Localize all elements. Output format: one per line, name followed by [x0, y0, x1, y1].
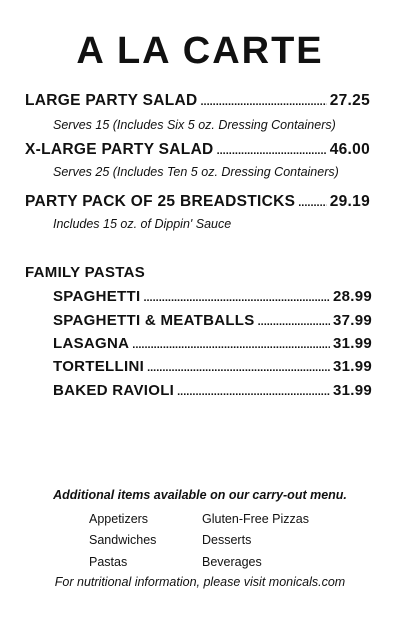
item-price: 31.99 [332, 335, 372, 352]
item-name: SPAGHETTI & MEATBALLS [53, 312, 255, 329]
item-name: TORTELLINI [53, 358, 145, 375]
item-name: LARGE PARTY SALAD [25, 92, 198, 109]
carryout-item: Desserts [202, 533, 252, 547]
page-title: A LA CARTE [76, 30, 324, 72]
menu-item-lasagna [53, 335, 372, 352]
menu-item-spaghetti-meatballs [53, 312, 372, 329]
dot-leader [177, 386, 330, 398]
menu-item-baked-ravioli [53, 382, 372, 399]
dot-leader [143, 292, 330, 304]
carryout-item: Sandwiches [89, 533, 157, 547]
item-note: Serves 15 (Includes Six 5 oz. Dressing Containers) [53, 118, 336, 132]
item-price: 29.19 [329, 193, 370, 210]
carryout-heading: Additional items available on our carry-out menu. [53, 488, 347, 502]
item-price: 28.99 [332, 288, 372, 305]
dot-leader [258, 316, 330, 328]
dot-leader [200, 96, 326, 108]
carryout-item: Pastas [89, 555, 128, 569]
menu-item-xlarge-party-salad [25, 141, 370, 159]
carryout-item: Beverages [202, 555, 262, 569]
item-price: 27.25 [329, 92, 370, 109]
dot-leader [132, 339, 330, 351]
item-note: Serves 25 (Includes Ten 5 oz. Dressing Containers) [53, 165, 339, 179]
item-price: 31.99 [332, 358, 372, 375]
item-name: SPAGHETTI [53, 288, 141, 305]
nutrition-note: For nutritional information, please visit monicals.com [54, 575, 346, 589]
dot-leader [217, 145, 327, 157]
item-price: 37.99 [332, 312, 372, 329]
dot-leader [147, 362, 330, 374]
item-name: LASAGNA [53, 335, 130, 352]
menu-item-tortellini [53, 358, 372, 375]
item-note: Includes 15 oz. of Dippin' Sauce [53, 217, 232, 231]
section-heading-family-pastas: FAMILY PASTAS [25, 264, 146, 281]
dot-leader [298, 197, 326, 209]
carryout-item: Appetizers [89, 512, 149, 526]
item-name: PARTY PACK OF 25 BREADSTICKS [25, 193, 296, 210]
menu-item-spaghetti [53, 288, 372, 305]
item-price: 31.99 [332, 382, 372, 399]
menu-item-party-pack-breadsticks [25, 193, 370, 211]
item-name: X-LARGE PARTY SALAD [25, 141, 214, 158]
item-name: BAKED RAVIOLI [53, 382, 175, 399]
menu-item-large-party-salad [25, 92, 370, 110]
carryout-item: Gluten-Free Pizzas [202, 512, 309, 526]
item-price: 46.00 [329, 141, 370, 158]
